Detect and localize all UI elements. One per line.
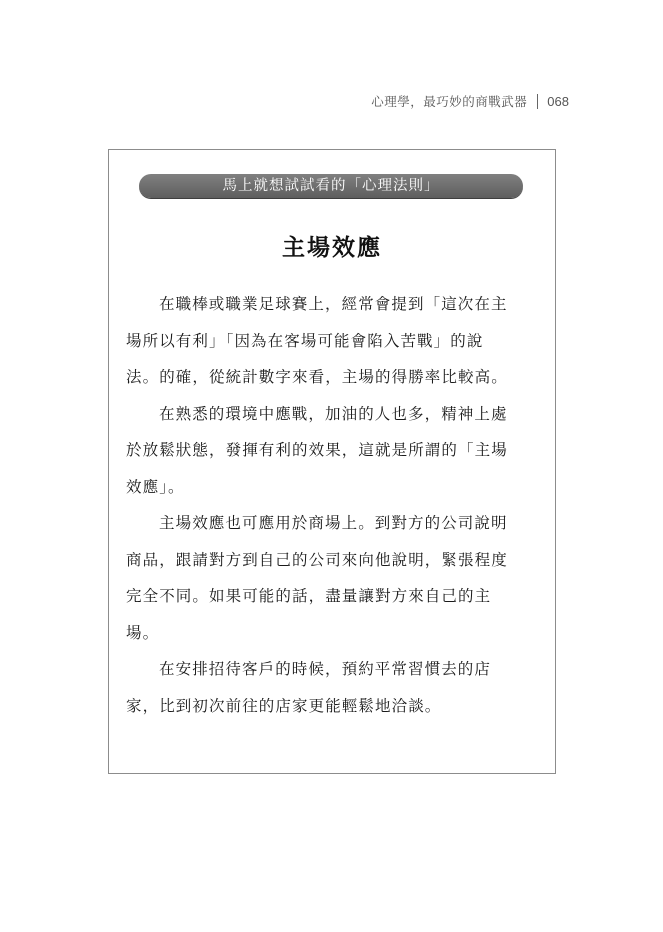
paragraph-2 bbox=[126, 396, 542, 506]
paragraph-1 bbox=[126, 286, 542, 396]
paragraph-line: 場所以有利」「因為在客場可能會陷入苦戰」的說 bbox=[126, 331, 484, 350]
paragraph-4 bbox=[126, 651, 542, 724]
book-title: 心理學，最巧妙的商戰武器 bbox=[371, 94, 528, 109]
paragraph-line: 家，比到初次前往的店家更能輕鬆地洽談。 bbox=[126, 696, 442, 715]
article-title: 主場效應 bbox=[282, 235, 382, 261]
paragraph-line: 效應」。 bbox=[126, 477, 185, 496]
paragraph-3 bbox=[126, 505, 542, 651]
header-divider bbox=[537, 94, 538, 109]
paragraph-line: 主場效應也可應用於商場上。到對方的公司說明 bbox=[159, 514, 508, 532]
section-banner: 馬上就想試試看的「心理法則」 bbox=[139, 174, 523, 198]
paragraph-line: 法。的確，從統計數字來看，主場的得勝率比較高。 bbox=[126, 368, 508, 386]
paragraph-line: 商品，跟請對方到自己的公司來向他說明，緊張程度 bbox=[126, 550, 508, 569]
paragraph-line: 於放鬆狀態，發揮有利的效果，這就是所謂的「主場 bbox=[126, 441, 508, 459]
article-body bbox=[126, 286, 542, 724]
paragraph-line: 在安排招待客戶的時候，預約平常習慣去的店 bbox=[159, 660, 492, 678]
paragraph-line: 場。 bbox=[126, 623, 160, 642]
psychology-rule-box bbox=[108, 149, 556, 774]
page-number: 068 bbox=[547, 93, 569, 109]
running-header bbox=[371, 92, 569, 110]
paragraph-line: 完全不同。如果可能的話，盡量讓對方來自己的主 bbox=[126, 587, 492, 605]
paragraph-line: 在熟悉的環境中應戰，加油的人也多，精神上處 bbox=[159, 404, 508, 423]
paragraph-line: 在職棒或職業足球賽上，經常會提到「這次在主 bbox=[159, 295, 508, 313]
